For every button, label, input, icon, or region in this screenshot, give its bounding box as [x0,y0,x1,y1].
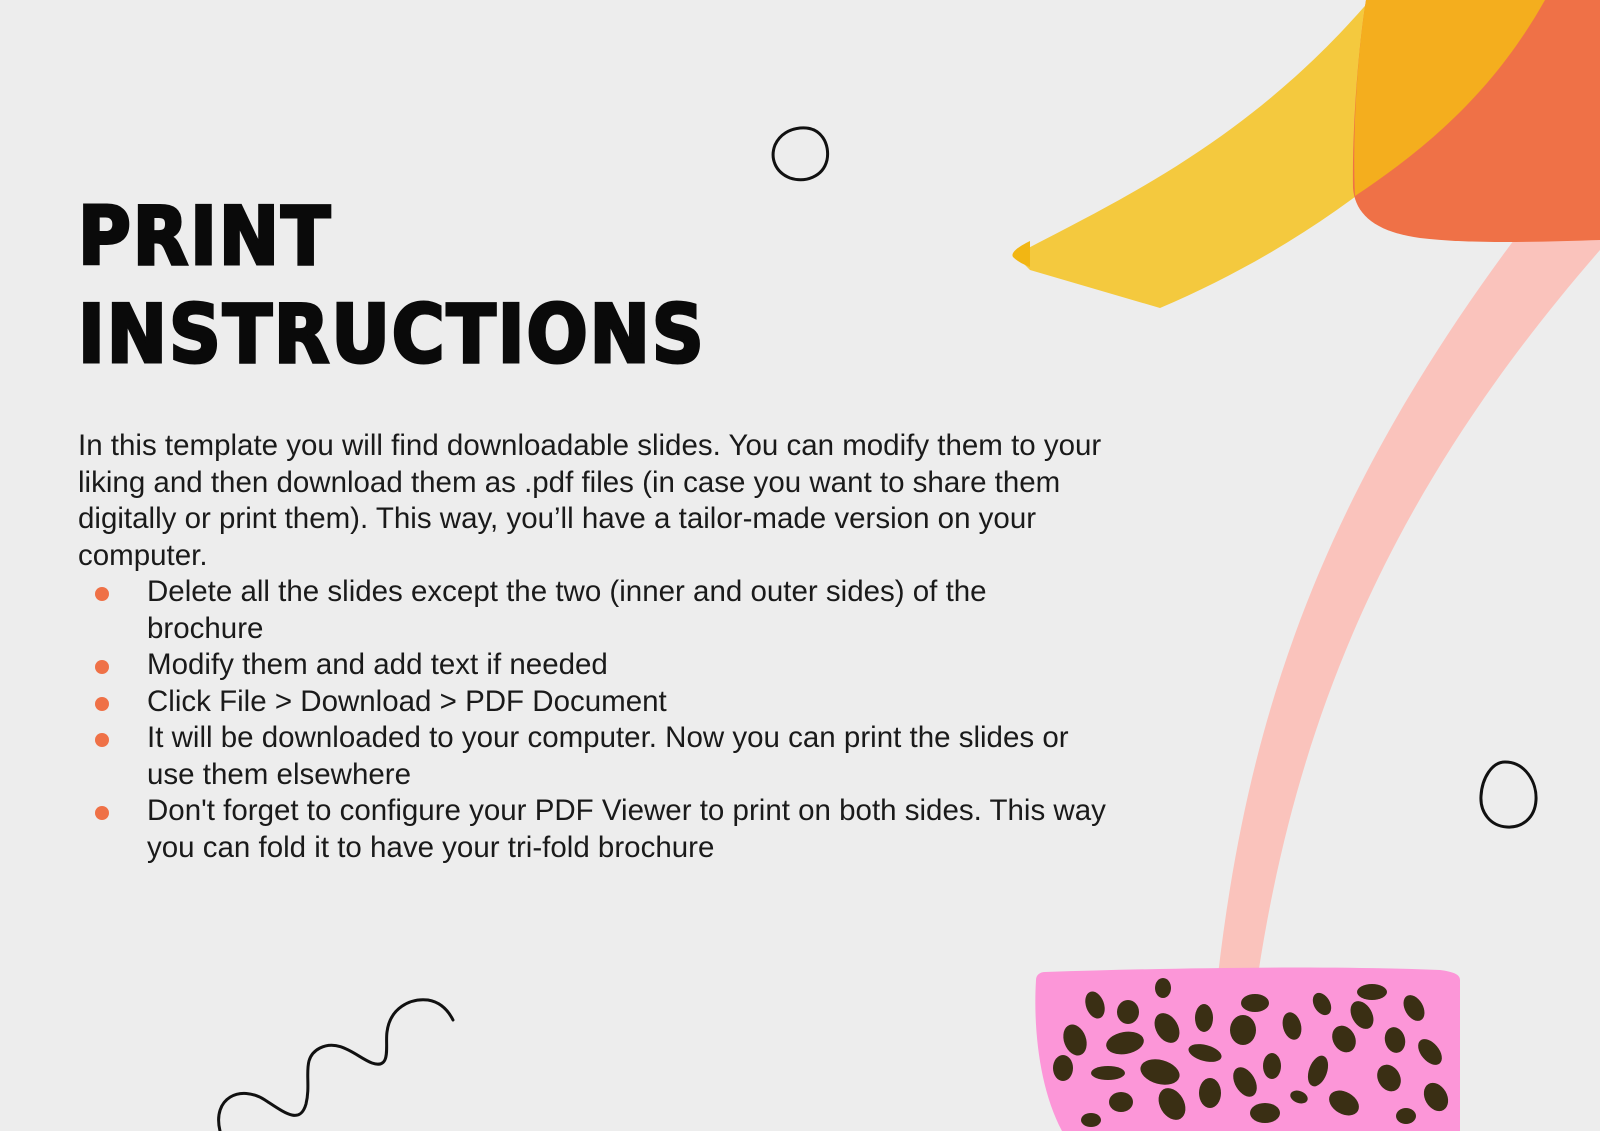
page-title [78,188,706,384]
bullet-icon [95,806,109,820]
list-item [78,574,1108,647]
step-text: Click File > Download > PDF Document [147,684,667,718]
list-item [78,720,1108,793]
pot-spot [1250,1103,1280,1123]
list-item [78,793,1108,866]
bullet-icon [95,660,109,674]
step-text: Delete all the slides except the two (inner and outer sides) of the brochure [147,575,987,645]
title-line-2: INSTRUCTIONS [78,288,706,381]
steps-list [78,574,1108,866]
doodle-squiggle [219,1000,453,1131]
pot-spot [1199,1078,1221,1108]
title-line-1: PRINT [78,190,333,283]
pot-spot [1091,1066,1125,1080]
step-text: Modify them and add text if needed [147,648,608,681]
flower-stem [1218,180,1600,975]
doodle-circle [1481,762,1536,827]
pot-spot [1155,978,1171,998]
pot-spot [1357,984,1387,1000]
pot-spot [1396,1108,1416,1124]
pot-spot [1195,1004,1213,1032]
pot-spot [1241,994,1269,1012]
list-item [78,684,1108,721]
step-text: Don't forget to configure your PDF Viewer to print on both sides. This way you can fold it to have your tri-fold brochure [147,794,1106,864]
bullet-icon [95,587,109,601]
pot-spot [1263,1053,1281,1079]
list-item [78,647,1108,684]
pot-spot [1081,1113,1101,1127]
pot-spot [1053,1055,1073,1081]
pot-spot [1230,1015,1256,1045]
pot-spot [1109,1092,1133,1112]
bullet-icon [95,733,109,747]
pot-spot [1117,1000,1139,1024]
doodle-circle [773,128,827,180]
flower-petal-tip [1012,241,1030,267]
step-text: It will be downloaded to your computer. Now you can print the slides or use them elsewhere [147,721,1069,791]
bullet-icon [95,697,109,711]
intro-paragraph: In this template you will find downloadable slides. You can modify them to your liking and then download them as .pdf files (in case you want to share them digitally or print them). This way, you’ll have a tailor-made version on your computer. [78,429,1102,572]
instructions-body [78,428,1108,866]
